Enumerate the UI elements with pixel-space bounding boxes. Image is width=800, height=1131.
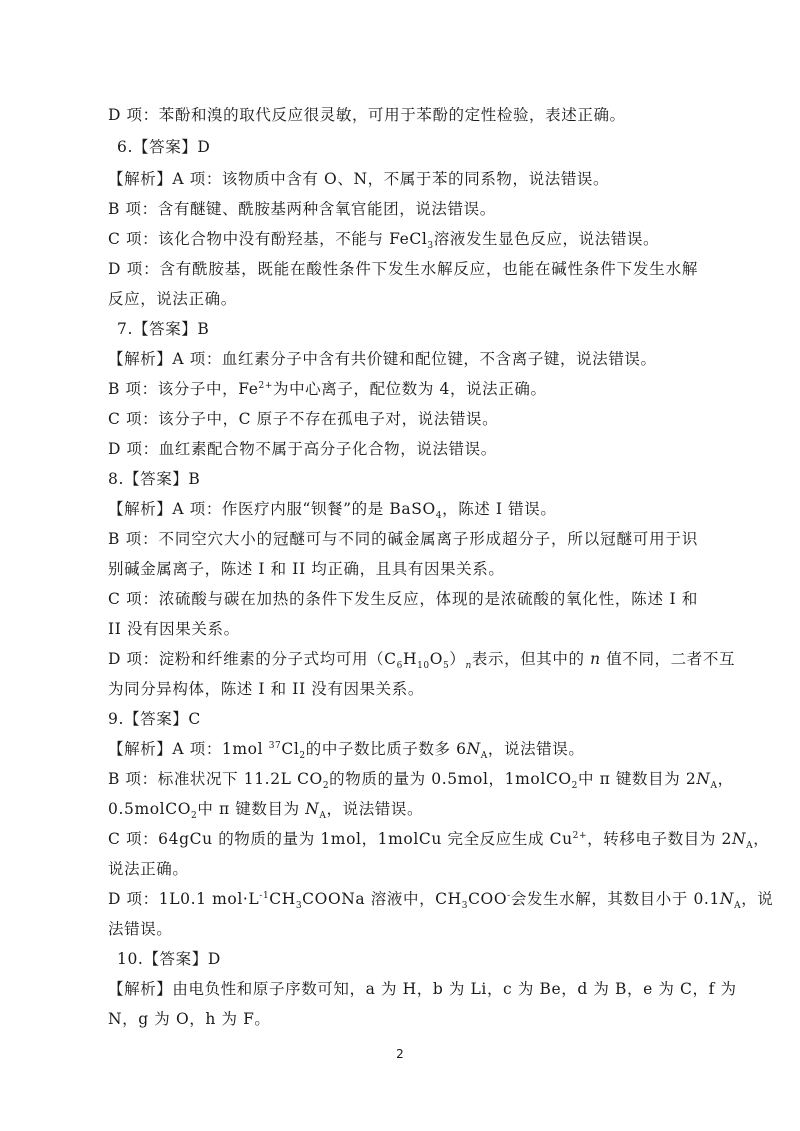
text-line: D 项：血红素配合物不属于高分子化合物，说法错误。 <box>108 440 497 458</box>
text-line: D 项：1L0.1 $mol\cdot L^{-1}CH_3COONa$ 溶液中，$CH_3COO^-$会发生水解，其数目小于 $0.1N_A$，说 <box>108 890 774 912</box>
answer-heading-8: 8.【答案】B <box>108 470 201 488</box>
text-line: C 项：浓硫酸与碳在加热的条件下发生反应，体现的是浓硫酸的氧化性，陈述 I 和 <box>108 590 698 608</box>
text-line: II 没有因果关系。 <box>108 620 240 638</box>
text-line: 【解析】A 项：该物质中含有 O、N，不属于苯的同系物，说法错误。 <box>108 170 610 188</box>
text-line: 别碱金属离子，陈述 I 和 II 均正确，且具有因果关系。 <box>108 560 505 578</box>
answer-heading-6: 6.【答案】D <box>117 138 211 156</box>
answer-heading-7: 7.【答案】B <box>117 320 210 338</box>
text-line: 说法正确。 <box>108 860 189 878</box>
text-line: B 项：含有醚键、酰胺基两种含氧官能团，说法错误。 <box>108 200 496 218</box>
text-line: 【解析】A 项：1mol $^{37}Cl_2$的中子数比质子数多 $6N_A$，说法错误。 <box>108 740 585 762</box>
text-line: 【解析】由电负性和原子序数可知，a 为 H，b 为 Li，c 为 Be，d 为 B，e 为 C，f 为 <box>108 980 737 998</box>
answer-heading-9: 9.【答案】C <box>108 710 201 728</box>
page-number: 2 <box>396 1047 404 1061</box>
text-line: D 项：含有酰胺基，既能在酸性条件下发生水解反应，也能在碱性条件下发生水解 <box>108 260 698 278</box>
text-line: D 项：苯酚和溴的取代反应很灵敏，可用于苯酚的定性检验，表述正确。 <box>108 106 626 124</box>
text-line: C 项：该分子中，C 原子不存在孤电子对，说法错误。 <box>108 410 499 428</box>
text-line: B 项：标准状况下 11.2L $CO_2$的物质的量为 0.5mol，1molCO$_2$中 π 键数目为 $2N_A$， <box>108 770 734 792</box>
text-line: B 项：该分子中，$Fe^{2+}$为中心离子，配位数为 4，说法正确。 <box>108 380 547 398</box>
text-line: 反应，说法正确。 <box>108 290 237 308</box>
answer-heading-10: 10.【答案】D <box>117 950 221 968</box>
text-line: 0.5molCO$_2$中 π 键数目为 $N_A$，说法错误。 <box>108 800 424 822</box>
text-line: 为同分异构体，陈述 I 和 II 没有因果关系。 <box>108 680 424 698</box>
text-line: N，g 为 O，h 为 F。 <box>108 1010 271 1028</box>
text-line: 【解析】A 项：作医疗内服“钡餐”的是 BaSO$_4$，陈述 I 错误。 <box>108 500 557 522</box>
text-line: B 项：不同空穴大小的冠醚可与不同的碱金属离子形成超分子，所以冠醚可用于识 <box>108 530 698 548</box>
text-line: C 项：64gCu 的物质的量为 1mol，1molCu 完全反应生成 $Cu^{2+}$，转移电子数目为 $2N_A$， <box>108 830 770 852</box>
text-line: 法错误。 <box>108 920 173 938</box>
text-line: C 项：该化合物中没有酚羟基，不能与 FeCl$_3$溶液发生显色反应，说法错误。 <box>108 230 660 252</box>
text-line: D 项：淀粉和纤维素的分子式均可用$(C_6H_{10}O_5)_n$表示，但其中的 n 值不同，二者不互 <box>108 650 736 672</box>
text-line: 【解析】A 项：血红素分子中含有共价键和配位键，不含离子键，说法错误。 <box>108 350 657 368</box>
